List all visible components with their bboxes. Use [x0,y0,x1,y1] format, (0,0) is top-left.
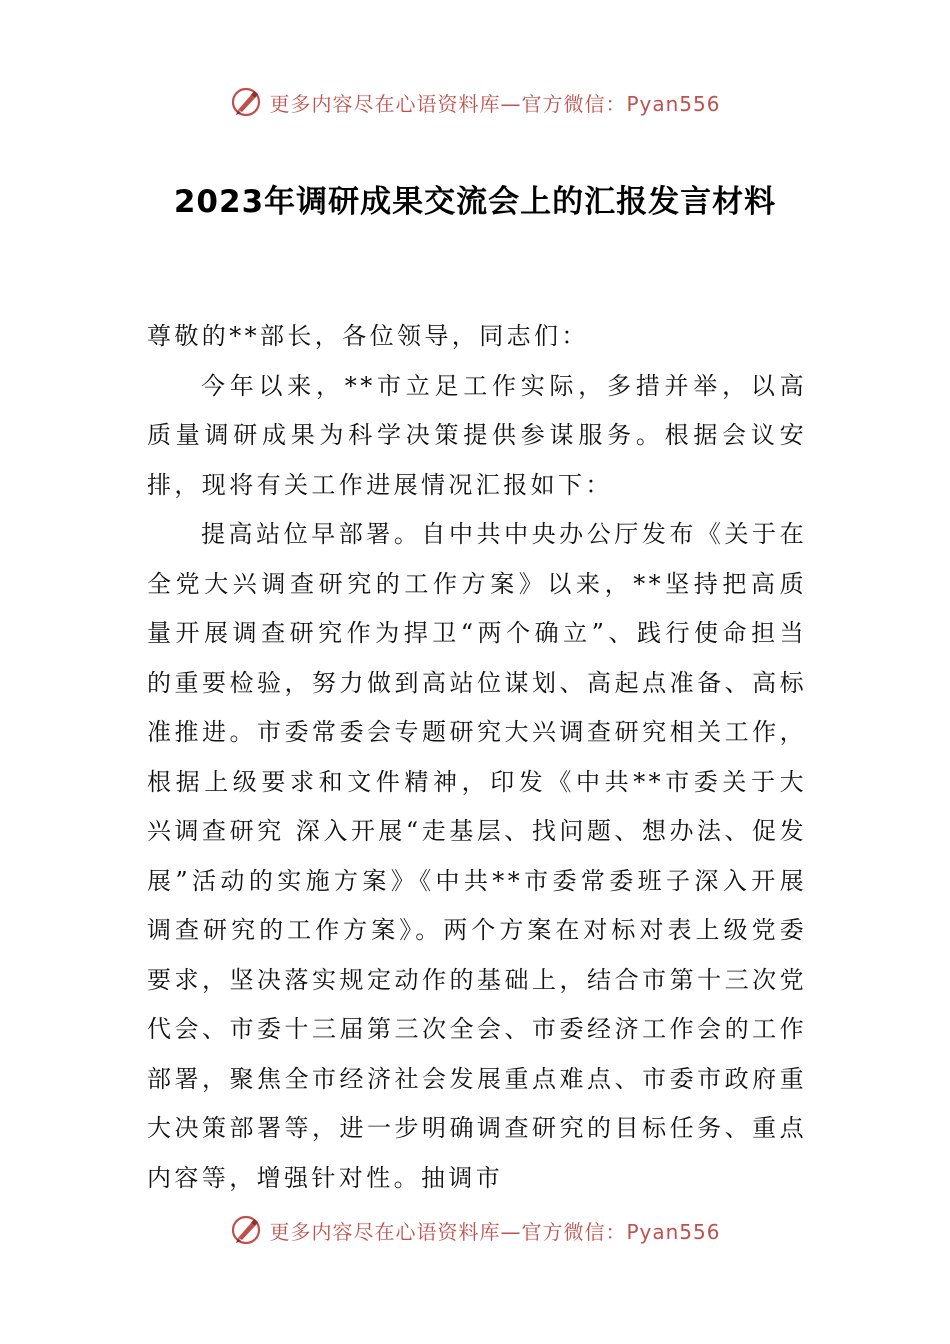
pen-seal-logo-icon [229,1213,263,1247]
paragraph-intro: 今年以来，**市立足工作实际，多措并举，以高质量调研成果为科学决策提供参谋服务。根据会议安排，现将有关工作进展情况汇报如下： [147,371,807,499]
document-title: 2023年调研成果交流会上的汇报发言材料 [173,184,777,220]
header-watermark [0,82,950,122]
paragraph-deployment: 提高站位早部署。自中共中央办公厅发布《关于在全党大兴调查研究的工作方案》以来，**坚持把高质量开展调查研究作为捍卫“两个确立”、践行使命担当的重要检验，努力做到高站位谋划、高起点准备、高标准推进。市委常委会专题研究大兴调查研究相关工作，根据上级要求和文件精神，印发《中共**市委关于大兴调查研究 深入开展“走基层、找问题、想办法、促发展”活动的实施方案》《中共**市委常委班子深入开展调查研究的工作方案》。两个方案在对标对表上级党委要求，坚决落实规定动作的基础上，结合市第十三次党代会、市委十三届第三次全会、市委经济工作会的工作部署，聚焦全市经济社会发展重点难点、市委市政府重大决策部署等，进一步明确调查研究的目标任务、重点内容等，增强针对性。抽调市 [147,520,807,1192]
document-body [147,312,807,1203]
pen-seal-logo-icon [229,85,263,119]
watermark-text: 更多内容尽在心语资料库—官方微信：Pyan556 [269,1219,721,1244]
watermark-text: 更多内容尽在心语资料库—官方微信：Pyan556 [269,91,721,116]
footer-watermark [0,1210,950,1250]
salutation: 尊敬的**部长，各位领导，同志们： [147,322,589,350]
